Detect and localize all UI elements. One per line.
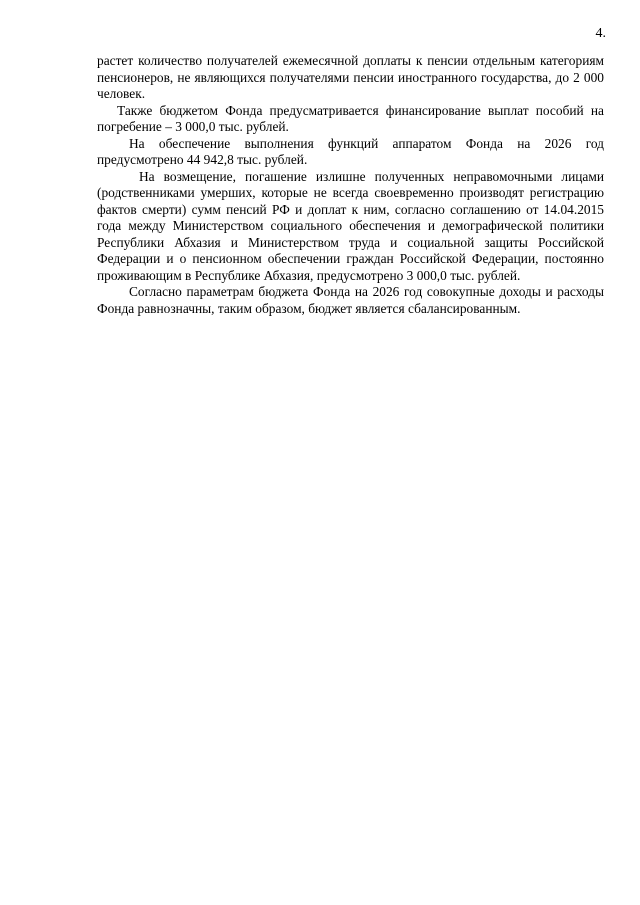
page-number: 4. [595, 26, 606, 41]
paragraph-pension-supplement-recipients: растет количество получателей ежемесячной доплаты к пенсии отдельным категориям пенсионеров, не являющихся получателями пенсии иностранного государства, до 2 000 человек. [97, 53, 604, 101]
document-body [97, 53, 604, 317]
paragraph-overpayment-reimbursement: На возмещение, погашение излишне полученных неправомочными лицами (родственниками умерших, которые не всегда своевременно производят регистрацию фактов смерти) сумм пенсий РФ и доплат к ним, согласно соглашению от 14.04.2015 года между Министерством социального обеспечения и демографической политики Республики Абхазия и Министерством труда и социальной защиты Российской Федерации и о пенсионном обеспечении граждан Российской Федерации, постоянно проживающим в Республике Абхазия, предусмотрено 3 000,0 тыс. рублей. [97, 168, 604, 283]
paragraph-fund-apparatus-expenses: На обеспечение выполнения функций аппаратом Фонда на 2026 год предусмотрено 44 942,8 тыс. рублей. [97, 135, 604, 167]
paragraph-funeral-benefits: Также бюджетом Фонда предусматривается финансирование выплат пособий на погребение – 3 000,0 тыс. рублей. [97, 102, 604, 134]
paragraph-balanced-budget: Согласно параметрам бюджета Фонда на 2026 год совокупные доходы и расходы Фонда равнозначны, таким образом, бюджет является сбалансированным. [97, 284, 604, 316]
